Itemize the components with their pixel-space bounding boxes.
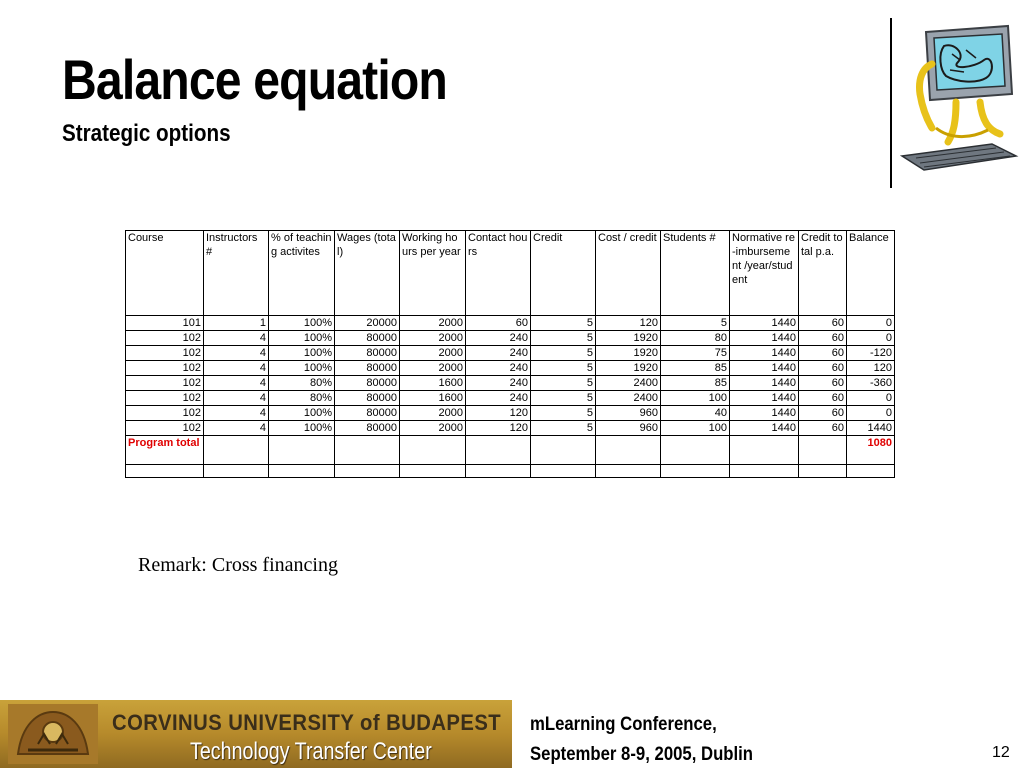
column-header: Cost / credit (596, 231, 661, 316)
table-cell: -120 (847, 346, 895, 361)
table-cell: 80000 (335, 331, 400, 346)
table-cell: 100% (269, 346, 335, 361)
column-header: Wages (total) (335, 231, 400, 316)
table-cell: 75 (661, 346, 730, 361)
table-cell: 100% (269, 331, 335, 346)
table-cell: 240 (466, 331, 531, 346)
table-cell: 120 (466, 406, 531, 421)
university-name: CORVINUS UNIVERSITY of BUDAPEST (112, 710, 502, 735)
table-cell: 1600 (400, 391, 466, 406)
table-cell: 80000 (335, 361, 400, 376)
center-name: Technology Transfer Center (190, 738, 432, 765)
table-cell: 100% (269, 421, 335, 436)
table-cell (730, 465, 799, 478)
table-cell: 102 (126, 346, 204, 361)
table-cell: 1920 (596, 361, 661, 376)
column-header: % of teaching activites (269, 231, 335, 316)
table-cell: 240 (466, 376, 531, 391)
table-cell: 240 (466, 391, 531, 406)
table-cell: 80000 (335, 406, 400, 421)
table-cell: 2000 (400, 421, 466, 436)
table-cell: 1440 (730, 316, 799, 331)
table-cell: 102 (126, 391, 204, 406)
university-crest-icon (8, 704, 98, 764)
table-cell: 4 (204, 421, 269, 436)
table-cell (126, 465, 204, 478)
table-cell (730, 436, 799, 465)
table-cell: 2400 (596, 376, 661, 391)
table-cell (466, 465, 531, 478)
conference-line-1: mLearning Conference, (530, 714, 717, 735)
table-cell: 60 (799, 346, 847, 361)
table-cell: 1440 (730, 391, 799, 406)
table-cell (400, 436, 466, 465)
column-header: Course (126, 231, 204, 316)
table-cell: 80000 (335, 346, 400, 361)
table-cell: 120 (596, 316, 661, 331)
table-row (126, 361, 895, 376)
table-cell: 2000 (400, 406, 466, 421)
conference-info (530, 710, 753, 770)
table-body (126, 316, 895, 436)
table-cell: 0 (847, 316, 895, 331)
table-cell: 2000 (400, 316, 466, 331)
table-cell (847, 465, 895, 478)
table-cell: 5 (531, 406, 596, 421)
table-cell: 1440 (730, 331, 799, 346)
table-cell (661, 436, 730, 465)
table-cell: 120 (847, 361, 895, 376)
column-header: Instructors # (204, 231, 269, 316)
table-cell: 5 (531, 316, 596, 331)
table-cell: 120 (466, 421, 531, 436)
table-cell: 0 (847, 331, 895, 346)
page-number: 12 (992, 744, 1010, 761)
table-cell (400, 465, 466, 478)
table-cell: 4 (204, 391, 269, 406)
table-cell: 5 (531, 421, 596, 436)
computer-monitor-logo-icon (896, 24, 1020, 174)
table-cell: 60 (799, 376, 847, 391)
column-header: Normative re-imbursement /year/student (730, 231, 799, 316)
table-cell: 80000 (335, 391, 400, 406)
table-cell: 4 (204, 376, 269, 391)
table-cell (531, 465, 596, 478)
table-cell: 85 (661, 376, 730, 391)
table-cell: 4 (204, 406, 269, 421)
column-header: Credit (531, 231, 596, 316)
table-cell: 100% (269, 316, 335, 331)
table-cell (269, 436, 335, 465)
table-cell: 5 (531, 391, 596, 406)
table-cell: 1440 (730, 361, 799, 376)
table-cell: 20000 (335, 316, 400, 331)
table-row (126, 391, 895, 406)
table-cell: 60 (799, 316, 847, 331)
table-row (126, 376, 895, 391)
slide-title: Balance equation (62, 48, 447, 111)
table-cell: 240 (466, 346, 531, 361)
column-header: Balance (847, 231, 895, 316)
table-cell (799, 465, 847, 478)
table-cell (335, 465, 400, 478)
balance-table (125, 230, 895, 478)
table-cell: 100 (661, 391, 730, 406)
table-cell: 101 (126, 316, 204, 331)
university-banner (0, 700, 512, 768)
table-cell (596, 465, 661, 478)
table-cell: 2000 (400, 361, 466, 376)
table-cell: 100% (269, 406, 335, 421)
table-cell: 1 (204, 316, 269, 331)
table-cell: 102 (126, 421, 204, 436)
table-cell: 102 (126, 376, 204, 391)
conference-line-2: September 8-9, 2005, Dublin (530, 744, 754, 765)
table-cell: 960 (596, 406, 661, 421)
table-cell (269, 465, 335, 478)
table-cell: 0 (847, 406, 895, 421)
table-cell: 1440 (730, 346, 799, 361)
program-total-value: 1080 (847, 436, 895, 465)
table-row (126, 421, 895, 436)
table-row (126, 406, 895, 421)
table-cell: 1440 (730, 421, 799, 436)
table-cell (204, 465, 269, 478)
table-cell: 1440 (847, 421, 895, 436)
table-cell: 2000 (400, 346, 466, 361)
remark-text: Remark: Cross financing (138, 554, 338, 576)
table-cell: 5 (531, 346, 596, 361)
column-header: Contact hours (466, 231, 531, 316)
slide-subtitle: Strategic options (62, 120, 231, 147)
table-cell: 5 (531, 331, 596, 346)
table-cell: 60 (799, 361, 847, 376)
table-cell: 1920 (596, 331, 661, 346)
table-cell: 100 (661, 421, 730, 436)
table-cell: 1440 (730, 376, 799, 391)
table-cell: 5 (531, 361, 596, 376)
table-cell: -360 (847, 376, 895, 391)
column-header: Working hours per year (400, 231, 466, 316)
table-cell: 40 (661, 406, 730, 421)
table-cell: 80% (269, 391, 335, 406)
table-cell: 1440 (730, 406, 799, 421)
table-cell: 60 (466, 316, 531, 331)
table-cell: 102 (126, 361, 204, 376)
table-cell: 5 (661, 316, 730, 331)
table-cell: 80000 (335, 421, 400, 436)
table-cell: 60 (799, 331, 847, 346)
table-cell: 102 (126, 406, 204, 421)
table-row (126, 331, 895, 346)
empty-row (126, 465, 895, 478)
table-cell: 60 (799, 391, 847, 406)
table-row (126, 316, 895, 331)
table-cell (466, 436, 531, 465)
column-header: Students # (661, 231, 730, 316)
header-divider (890, 18, 892, 188)
table-cell (204, 436, 269, 465)
table-cell: 1600 (400, 376, 466, 391)
table-cell: 85 (661, 361, 730, 376)
table-cell: 240 (466, 361, 531, 376)
table-cell (335, 436, 400, 465)
table-cell: 4 (204, 331, 269, 346)
table-cell: 5 (531, 376, 596, 391)
table-header-row (126, 231, 895, 316)
table-cell: 80 (661, 331, 730, 346)
program-total-row (126, 436, 895, 465)
table-cell: 2000 (400, 331, 466, 346)
table-cell: 2400 (596, 391, 661, 406)
table-cell (661, 465, 730, 478)
column-header: Credit total p.a. (799, 231, 847, 316)
table-row (126, 346, 895, 361)
table-cell: 1920 (596, 346, 661, 361)
table-cell: 80000 (335, 376, 400, 391)
table-cell: 60 (799, 406, 847, 421)
table-cell: 960 (596, 421, 661, 436)
table-cell: 100% (269, 361, 335, 376)
table-cell: 102 (126, 331, 204, 346)
table-cell: 4 (204, 346, 269, 361)
table-cell: 60 (799, 421, 847, 436)
table-cell: 0 (847, 391, 895, 406)
table-cell (596, 436, 661, 465)
table-cell: 80% (269, 376, 335, 391)
program-total-label: Program total (126, 436, 204, 465)
table-cell (531, 436, 596, 465)
table-cell (799, 436, 847, 465)
table-cell: 4 (204, 361, 269, 376)
